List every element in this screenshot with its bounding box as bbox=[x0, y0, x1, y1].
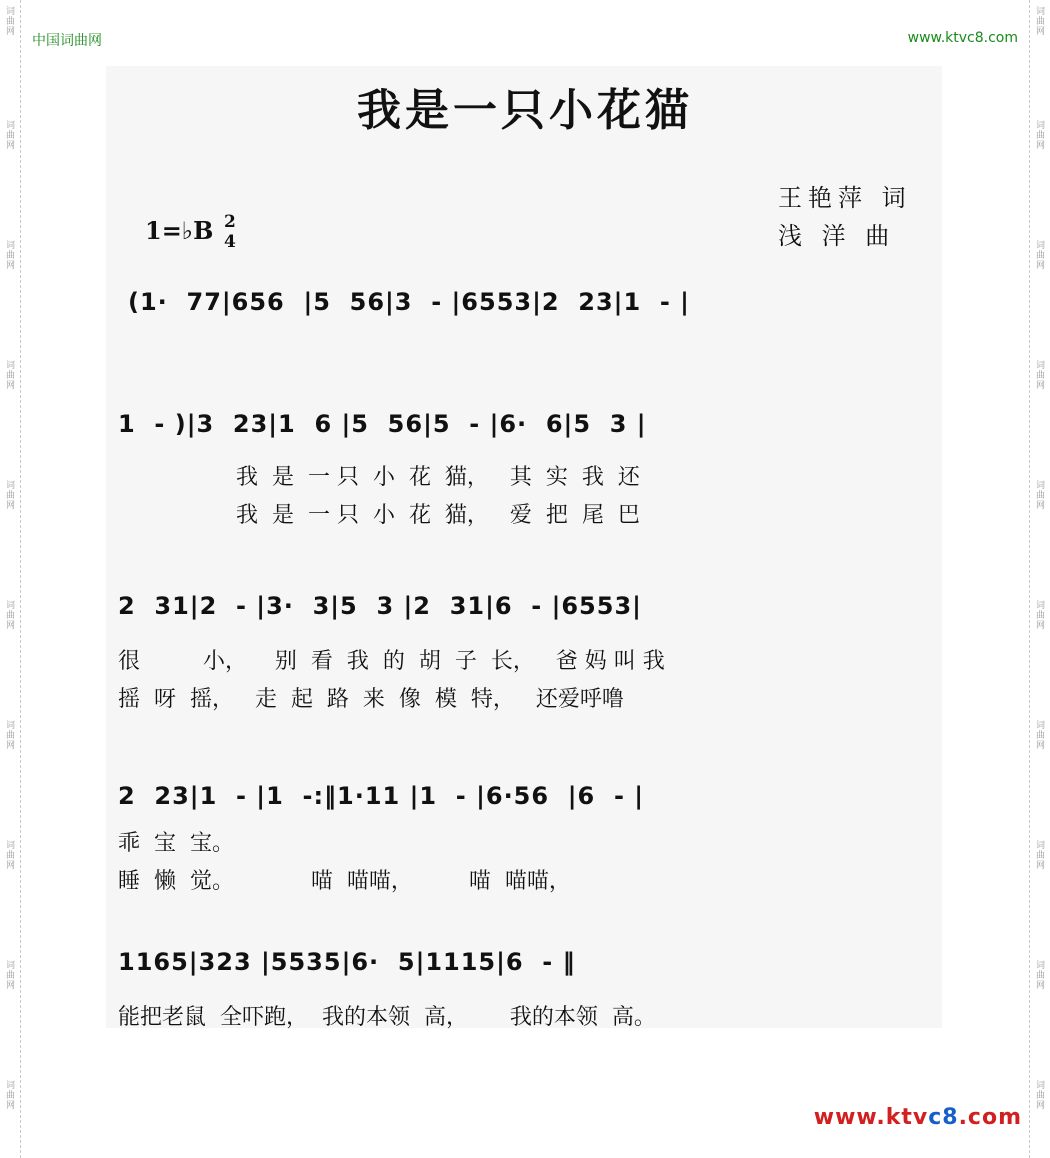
lyric-line-4-verse-1: 乖 宝 宝。 bbox=[118, 831, 234, 856]
side-watermark-text: 词曲网 bbox=[1034, 6, 1044, 36]
side-watermark-text: 词曲网 bbox=[4, 1080, 14, 1110]
lyric-line-3-verse-1: 很 小， 别 看 我 的 胡 子 长， 爸 妈 叫 我 bbox=[118, 649, 665, 674]
side-watermark-text: 词曲网 bbox=[1034, 480, 1044, 510]
side-watermark-text: 词曲网 bbox=[1034, 720, 1044, 750]
site-name-link[interactable]: 中国词曲网 bbox=[32, 33, 102, 49]
notation-line-1: (1· 77|656 |5 56|3 - |6553|2 23|1 - | bbox=[128, 288, 690, 316]
time-signature bbox=[224, 212, 236, 252]
side-watermark-text: 词曲网 bbox=[1034, 600, 1044, 630]
side-watermark-text: 词曲网 bbox=[1034, 960, 1044, 990]
lyric-line-4-verse-2: 睡 懒 觉。 喵 喵喵， 喵 喵喵， bbox=[118, 869, 571, 894]
lyric-line-5: 能把老鼠 全吓跑， 我的本领 高， 我的本领 高。 bbox=[118, 1005, 656, 1030]
side-watermark-text: 词曲网 bbox=[1034, 1080, 1044, 1110]
notation-line-2: 1 - )|3 23|1 6 |5 56|5 - |6· 6|5 3 | bbox=[118, 410, 647, 438]
side-watermark-text: 词曲网 bbox=[4, 120, 14, 150]
song-title: 我是一只小花猫 bbox=[357, 85, 693, 136]
side-watermark-text: 词曲网 bbox=[4, 600, 14, 630]
time-signature-top: 2 bbox=[224, 212, 236, 232]
side-watermark-text: 词曲网 bbox=[4, 840, 14, 870]
side-watermark-text: 词曲网 bbox=[4, 6, 14, 36]
lyricist-credit: 王艳萍 词 bbox=[778, 184, 912, 212]
side-watermark-text: 词曲网 bbox=[4, 720, 14, 750]
side-watermark-text: 词曲网 bbox=[4, 360, 14, 390]
notation-line-3: 2 31|2 - |3· 3|5 3 |2 31|6 - |6553| bbox=[118, 592, 642, 620]
watermark-main: www.ktv bbox=[813, 1105, 929, 1130]
left-watermark-strip bbox=[0, 0, 21, 1158]
watermark-tail: .com bbox=[958, 1105, 1022, 1130]
key-signature: 1=♭B bbox=[145, 216, 214, 245]
side-watermark-text: 词曲网 bbox=[1034, 360, 1044, 390]
lyric-line-2-verse-1: 我 是 一 只 小 花 猫， 其 实 我 还 bbox=[236, 465, 640, 490]
notation-line-5: 1165|323 |5535|6· 5|1115|6 - ‖ bbox=[118, 948, 576, 976]
side-watermark-text: 词曲网 bbox=[1034, 240, 1044, 270]
site-logo-watermark bbox=[814, 1105, 1022, 1130]
side-watermark-text: 词曲网 bbox=[1034, 840, 1044, 870]
side-watermark-text: 词曲网 bbox=[4, 960, 14, 990]
side-watermark-text: 词曲网 bbox=[1034, 120, 1044, 150]
watermark-c8: c8 bbox=[928, 1105, 959, 1130]
composer-credit: 浅 洋 曲 bbox=[778, 222, 896, 250]
lyric-line-3-verse-2: 摇 呀 摇， 走 起 路 来 像 模 特， 还爱呼噜 bbox=[118, 687, 624, 712]
side-watermark-text: 词曲网 bbox=[4, 480, 14, 510]
site-url-link[interactable]: www.ktvc8.com bbox=[907, 30, 1018, 46]
side-watermark-text: 词曲网 bbox=[4, 240, 14, 270]
right-watermark-strip bbox=[1029, 0, 1050, 1158]
notation-line-4: 2 23|1 - |1 -:‖1·11 |1 - |6·56 |6 - | bbox=[118, 782, 645, 810]
time-signature-bottom: 4 bbox=[224, 232, 236, 252]
lyric-line-2-verse-2: 我 是 一 只 小 花 猫， 爱 把 尾 巴 bbox=[236, 503, 640, 528]
